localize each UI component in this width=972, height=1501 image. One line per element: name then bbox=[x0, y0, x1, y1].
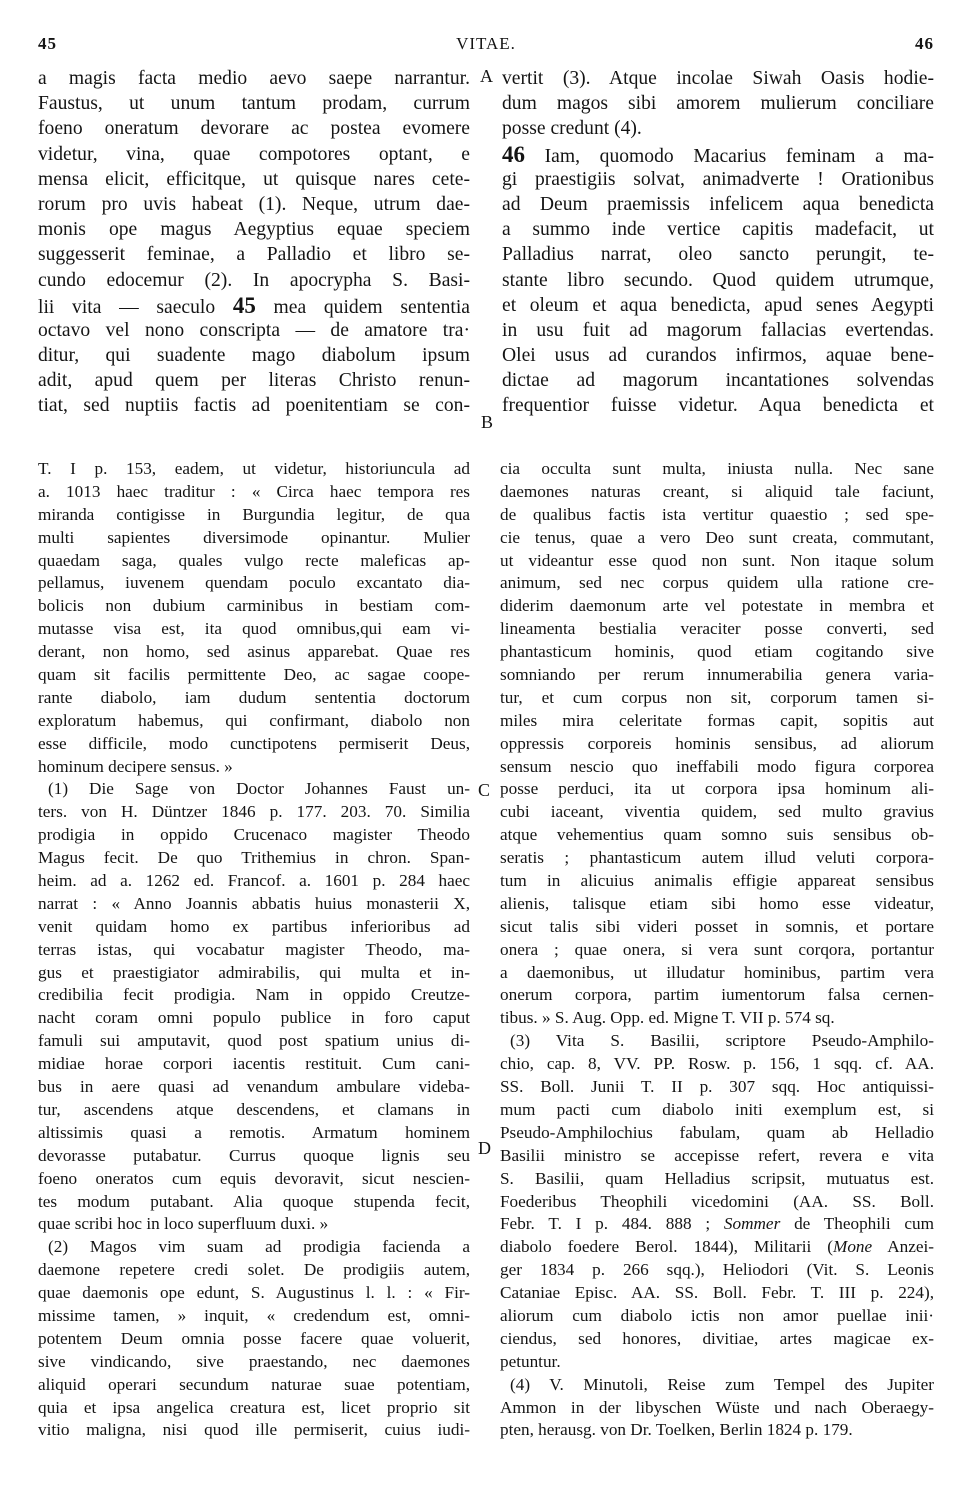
main-left-line: ditur, qui suadente mago diabolum ipsum bbox=[38, 345, 470, 367]
line-text: de Theophili cum bbox=[780, 1214, 934, 1234]
main-right-line: ad Deum praemissis infelicem aqua benedicta bbox=[502, 193, 934, 215]
note-left-line: sive vindicando, sive praestando, nec daemones bbox=[38, 1351, 470, 1371]
main-right-line: Palladius narrat, oleo sancto perungit, te- bbox=[502, 244, 934, 266]
note-right-line: phantasticum hominis, quod etiam cogitando sive bbox=[500, 642, 934, 662]
margin-marker-c: C bbox=[478, 780, 491, 800]
line-text: lii vita — saeculo bbox=[38, 296, 233, 318]
note-left-line: ters. von H. Düntzer 1846 p. 177. 203. 70. Similia bbox=[38, 802, 470, 822]
running-head bbox=[38, 34, 934, 56]
note-right-line bbox=[500, 1213, 934, 1236]
note-right-line: S. Basilii, quam Helladius scripsit, mutuatus est. bbox=[500, 1168, 934, 1188]
note-left-line: daemone repetere credi solet. De prodigiis autem, bbox=[38, 1260, 470, 1280]
italic-author-name: Sommer bbox=[723, 1214, 781, 1234]
note-left-line: (1) Die Sage von Doctor Johannes Faust un- bbox=[48, 779, 470, 799]
main-right-line: gi praestigiis solvat, animadverte ! Orationibus bbox=[502, 168, 934, 190]
main-left-line: cundo edocemur (2). In apocrypha S. Basi- bbox=[38, 269, 470, 291]
main-left-line: a magis facta medio aevo saepe narrantur. bbox=[38, 68, 470, 89]
note-right-line: sicut talis sibi videri posset in somnis, et portare bbox=[500, 916, 934, 936]
main-left-line: videtur, vina, quae compotores optant, e bbox=[38, 143, 470, 165]
note-left-line: mutasse visa est, ita quod omnibus,qui eam vi- bbox=[38, 619, 470, 639]
note-left-line: nacht coram omni populo publice in foro caput bbox=[38, 1008, 470, 1028]
line-text: Iam, quomodo Macarius feminam a ma- bbox=[525, 145, 934, 167]
note-left-line: miranda contigisse in Burgundia legitur, de qua bbox=[38, 504, 470, 524]
main-left-line: rorum pro uvis habeat (1). Neque, utrum dae- bbox=[38, 193, 470, 215]
note-right-line: cie tenus, quae a vero Deo sunt creata, commutant, bbox=[500, 527, 934, 547]
note-left-line: tes modum putabant. Alia quoque stupenda fecit, bbox=[38, 1191, 470, 1211]
note-right-line: cia occulta sunt multa, iniusta nulla. Nec sane bbox=[500, 459, 934, 478]
note-left-line: foeno oneratos cum equis devoravit, sicut nescien- bbox=[38, 1168, 470, 1188]
note-left-line: terras istas, qui vocabatur magister Theodo, ma- bbox=[38, 939, 470, 959]
main-text-right-column bbox=[502, 66, 934, 419]
note-left-line: devorasse putabatur. Currus quoque lignis seu bbox=[38, 1145, 470, 1165]
note-right-line: alienis, talisque etiam sibi homo esse videatur, bbox=[500, 893, 934, 913]
main-left-line: monis ope magus Aegyptius equae speciem bbox=[38, 219, 470, 241]
note-left-line: multi sapientes diversimode opinantur. Mulier bbox=[38, 527, 470, 547]
note-right-line: Cataniae Episc. AA. SS. Boll. Febr. T. III p. 224), bbox=[500, 1283, 934, 1303]
note-left-line: quae daemonis ope edunt, S. Augustinus l. l. : « Fir- bbox=[38, 1283, 470, 1303]
inline-page-number: 45 bbox=[232, 292, 256, 318]
note-left-line: (2) Magos vim suam ad prodigia facienda a bbox=[48, 1237, 470, 1257]
margin-marker-b: B bbox=[481, 412, 494, 432]
note-right-line: pten, herausg. von Dr. Toelken, Berlin 1824 p. 179. bbox=[500, 1420, 853, 1440]
note-right-line: atque vehementius quam somno suis sensibus ob- bbox=[500, 825, 934, 845]
note-left-line: a. 1013 haec traditur : « Circa haec tempora res bbox=[38, 481, 470, 501]
left-page-number: 45 bbox=[38, 34, 57, 53]
italic-author-name: Mone bbox=[833, 1237, 873, 1257]
note-right-line: ut videantur esse quod non sunt. Non itaque solum bbox=[500, 550, 934, 570]
main-right-line: et oleum et aqua benedicta, apud senes Aegypti bbox=[502, 294, 934, 316]
note-left-line: esse difficile, modo cunctipotens permiserit Deus, bbox=[38, 733, 470, 753]
note-right-line: chio, cap. 8, VV. PP. Rosw. p. 156, 1 sqq. cf. AA. bbox=[500, 1054, 934, 1074]
note-right-line: tibus. » S. Aug. Opp. ed. Migne T. VII p. 574 sq. bbox=[500, 1008, 835, 1028]
note-right-line: (3) Vita S. Basilii, scriptore Pseudo-Amphilo- bbox=[510, 1031, 934, 1051]
margin-marker-d: D bbox=[478, 1138, 491, 1158]
note-right-line: seratis ; phantasticum autem illud veluti corpora- bbox=[500, 848, 934, 868]
note-left-line: exploratum habemus, qui confirmant, diabolo non bbox=[38, 710, 470, 730]
inline-page-number: 46 bbox=[502, 141, 525, 167]
main-left-line: Faustus, ut unum tantum prodam, currum bbox=[38, 93, 470, 115]
line-text: Anzei- bbox=[872, 1237, 934, 1257]
note-right-line: Pseudo-Amphilochius fabulam, quam ab Helladio bbox=[500, 1122, 934, 1142]
note-right-line: Basilii ministro se accepisse refert, revera e vita bbox=[500, 1145, 934, 1165]
note-left-line: vitio maligna, nisi quod ille permiserit, cuius iudi- bbox=[38, 1420, 470, 1440]
line-text: mea quidem sententia bbox=[255, 296, 470, 318]
note-right-line: Ammon in der libyschen Wüste und nach Oberaegy- bbox=[500, 1397, 934, 1417]
right-page-number: 46 bbox=[915, 34, 934, 53]
note-left-line: gus et praestigiator admirabilis, qui multa et in- bbox=[38, 962, 470, 982]
note-right-line: somniando per rerum innumerabilia genera varia- bbox=[500, 665, 934, 685]
main-right-line: vertit (3). Atque incolae Siwah Oasis hodie- bbox=[502, 68, 934, 89]
note-left-line: credibilia fecit prodigia. Nam in oppido Creutze- bbox=[38, 985, 470, 1005]
note-right-line: de qualibus factis ista vertitur quaestio ; sed spe- bbox=[500, 504, 934, 524]
line-text: Febr. T. I p. 484. 888 ; bbox=[500, 1214, 724, 1234]
note-left-line: venit quidam homo ex partibus inferioribus ad bbox=[38, 916, 470, 936]
note-left-line: derant, non homo, sed asinus apparebat. Quae res bbox=[38, 642, 470, 662]
note-left-line: quae scribi hoc in loco superfluum duxi. » bbox=[38, 1214, 329, 1234]
note-left-line: T. I p. 153, eadem, ut videtur, historiuncula ad bbox=[38, 459, 470, 478]
note-left-line: prodigia in oppido Crucenaco magister Theodo bbox=[38, 825, 470, 845]
note-left-line: rante diabolo, iam dudum sententia doctorum bbox=[38, 687, 470, 707]
main-left-line: mensa elicit, efficitque, ut quisque nares cete- bbox=[38, 168, 470, 190]
note-left-line: midiae horae corpori iacentis restituit. Cum cani- bbox=[38, 1054, 470, 1074]
note-left-line: quia et ipsa angelica creatura est, licet proprio sit bbox=[38, 1397, 470, 1417]
note-left-line: missime tamen, » inquit, « credendum est, omni- bbox=[38, 1305, 470, 1325]
note-right-line: onerum corpora, partim iumentorum falsa cernen- bbox=[500, 985, 934, 1005]
main-left-line: foeno oneratum devorare ac postea evomere bbox=[38, 118, 470, 140]
note-right-line: petuntur. bbox=[500, 1351, 561, 1371]
note-left-line: bus in aere quasi ad venandum ambulare videba- bbox=[38, 1077, 470, 1097]
main-right-line: dum magos sibi amorem mulierum conciliare bbox=[502, 93, 934, 115]
note-right-line: tur, et cum corpus non sit, corporum tamen si- bbox=[500, 687, 934, 707]
note-left-line: hominum decipere sensus. » bbox=[38, 756, 233, 776]
note-left-line: heim. ad a. 1262 ed. Francof. a. 1601 p. 284 haec bbox=[38, 871, 470, 891]
note-right-line: ger 1834 p. 266 sqq.), Heliodori (Vit. S. Leonis bbox=[500, 1260, 934, 1280]
main-right-line: in usu fuit ad magorum fallacias evertendas. bbox=[502, 319, 934, 341]
note-left-line: aliquid operari secundum naturae suae potentiam, bbox=[38, 1374, 470, 1394]
main-right-line: stante libro secundo. Quod quidem utrumque, bbox=[502, 269, 934, 291]
main-left-line: suggesserit feminae, a Palladio et libro se- bbox=[38, 244, 470, 266]
margin-marker-a: A bbox=[480, 66, 493, 86]
note-right-line: a daemonibus, ut illudatur hominibus, partim vera bbox=[500, 962, 934, 982]
note-right-line: (4) V. Minutoli, Reise zum Tempel des Jupiter bbox=[510, 1374, 934, 1394]
note-left-line: quaedam saga, quales vulgo recte maleficas ap- bbox=[38, 550, 470, 570]
note-left-line: quam sit facilis permittente Deo, ac sagae coope- bbox=[38, 665, 470, 685]
main-right-line: frequentior fuisse videtur. Aqua benedicta et bbox=[502, 395, 934, 417]
main-text-left-column bbox=[38, 66, 470, 419]
note-right-line bbox=[500, 1236, 934, 1259]
main-right-line: Olei usus ad curandos infirmos, aquae bene- bbox=[502, 345, 934, 367]
footnotes-right-column bbox=[500, 458, 934, 1442]
note-right-line: oppressis corporeis hominis sensibus, ad aliorum bbox=[500, 733, 934, 753]
note-right-line: sensum nescio quo ineffabili modo figura corporea bbox=[500, 756, 934, 776]
main-left-line: adit, apud quem per literas Christo renun- bbox=[38, 370, 470, 392]
note-right-line: daemones naturas creant, si aliquid tale faciunt, bbox=[500, 481, 934, 501]
note-left-line: bolicis non dubium carminibus in bestiam com- bbox=[38, 596, 470, 616]
note-right-line: tum in alicuius animalis effigie appareat sensibus bbox=[500, 871, 934, 891]
main-left-line: tiat, sed nuptiis factis ad poenitentiam se con- bbox=[38, 395, 470, 417]
main-right-line bbox=[502, 142, 934, 167]
note-left-line: altissimis quasi a remotis. Armatum hominem bbox=[38, 1122, 470, 1142]
note-left-line: famuli sui amputavit, quod post spatium unius di- bbox=[38, 1031, 470, 1051]
note-left-line: pellamus, iuvenem quendam poculo excantato dia- bbox=[38, 573, 470, 593]
note-left-line: Magus fecit. De quo Trithemius in chron. Span- bbox=[38, 848, 470, 868]
note-right-line: aliorum cum diabolo ictis non amor puellae inii· bbox=[500, 1305, 934, 1325]
note-left-line: tur, ascendens atque descendens, et clamans in bbox=[38, 1099, 470, 1119]
line-text: diabolo foedere Berol. 1844), Militarii ( bbox=[500, 1237, 834, 1257]
main-left-line: octavo vel nono conscripta — de amatore tra· bbox=[38, 319, 470, 341]
note-right-line: lineamenta bestialia veraciter posse converti, sed bbox=[500, 619, 934, 639]
main-left-line bbox=[38, 293, 470, 318]
main-right-line: dictae ad magorum incantationes solvendas bbox=[502, 370, 934, 392]
running-title: VITAE. bbox=[456, 34, 516, 53]
note-right-line: posse perduci, ita ut corpora ipsa hominum ali- bbox=[500, 779, 934, 799]
note-right-line: onera ; quae onera, si vera sunt corqora, portantur bbox=[500, 939, 934, 959]
note-right-line: Foederibus Theophili vicedomini (AA. SS. Boll. bbox=[500, 1191, 934, 1211]
note-right-line: mum pacti cum diabolo initi exemplum est, si bbox=[500, 1099, 934, 1119]
note-right-line: cubi iaceant, viventia quidem, sed multo gravius bbox=[500, 802, 934, 822]
note-right-line: animum, sed nec corpus quidem ulla ratione cre- bbox=[500, 573, 934, 593]
note-left-line: potentem Deum omnia posse facere quae voluerit, bbox=[38, 1328, 470, 1348]
note-right-line: miles mira celeritate formas capit, sopitis aut bbox=[500, 710, 934, 730]
main-right-line: posse credunt (4). bbox=[502, 118, 642, 140]
note-right-line: diderim daemonum arte vel potestate in membra et bbox=[500, 596, 934, 616]
footnotes-left-column bbox=[38, 458, 470, 1442]
note-left-line: narrat : « Anno Joannis abbatis huius monasterii X, bbox=[38, 893, 470, 913]
note-right-line: ciendus, sed honores, divitiae, artes magicae ex- bbox=[500, 1328, 934, 1348]
note-right-line: SS. Boll. Junii T. II p. 307 sqq. Hoc antiquissi- bbox=[500, 1077, 934, 1097]
main-right-line: a summo inde vertice capitis madefacit, ut bbox=[502, 219, 934, 241]
